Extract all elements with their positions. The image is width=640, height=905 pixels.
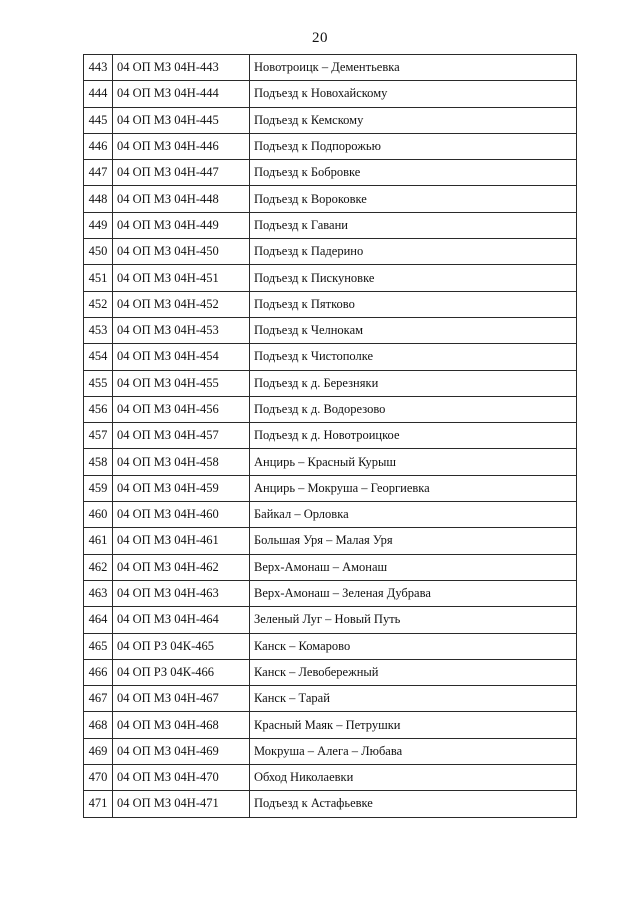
row-number-cell: 446	[84, 133, 113, 159]
row-number-cell: 458	[84, 449, 113, 475]
road-name-cell: Канск – Тарай	[250, 686, 577, 712]
row-number-cell: 454	[84, 344, 113, 370]
row-number-cell: 448	[84, 186, 113, 212]
road-code-cell: 04 ОП МЗ 04Н-454	[113, 344, 250, 370]
road-code-cell: 04 ОП МЗ 04Н-450	[113, 239, 250, 265]
road-name-cell: Новотроицк – Дементьевка	[250, 55, 577, 81]
table-row	[84, 712, 577, 738]
road-code-cell: 04 ОП МЗ 04Н-463	[113, 580, 250, 606]
row-number-cell: 449	[84, 212, 113, 238]
road-name-cell: Анцирь – Мокруша – Георгиевка	[250, 475, 577, 501]
road-name-cell: Подъезд к Кемскому	[250, 107, 577, 133]
table-row	[84, 449, 577, 475]
row-number-cell: 457	[84, 423, 113, 449]
table-row	[84, 633, 577, 659]
row-number-cell: 451	[84, 265, 113, 291]
table-row	[84, 580, 577, 606]
road-name-cell: Подъезд к Новохайскому	[250, 81, 577, 107]
table-row	[84, 554, 577, 580]
road-name-cell: Подъезд к д. Новотроицкое	[250, 423, 577, 449]
table-row	[84, 370, 577, 396]
road-code-cell: 04 ОП МЗ 04Н-443	[113, 55, 250, 81]
row-number-cell: 456	[84, 396, 113, 422]
row-number-cell: 467	[84, 686, 113, 712]
road-code-cell: 04 ОП МЗ 04Н-449	[113, 212, 250, 238]
road-name-cell: Обход Николаевки	[250, 765, 577, 791]
road-code-cell: 04 ОП МЗ 04Н-447	[113, 160, 250, 186]
road-code-cell: 04 ОП МЗ 04Н-470	[113, 765, 250, 791]
table-row	[84, 133, 577, 159]
road-name-cell: Верх-Амонаш – Зеленая Дубрава	[250, 580, 577, 606]
table-row	[84, 239, 577, 265]
road-code-cell: 04 ОП МЗ 04Н-455	[113, 370, 250, 396]
row-number-cell: 462	[84, 554, 113, 580]
road-code-cell: 04 ОП МЗ 04Н-448	[113, 186, 250, 212]
page-number: 20	[312, 30, 328, 46]
road-code-cell: 04 ОП МЗ 04Н-464	[113, 607, 250, 633]
road-name-cell: Анцирь – Красный Курыш	[250, 449, 577, 475]
road-name-cell: Подъезд к Бобровке	[250, 160, 577, 186]
road-name-cell: Мокруша – Алега – Любава	[250, 738, 577, 764]
road-name-cell: Подъезд к Подпорожью	[250, 133, 577, 159]
row-number-cell: 463	[84, 580, 113, 606]
table-row	[84, 738, 577, 764]
road-name-cell: Канск – Левобережный	[250, 659, 577, 685]
row-number-cell: 459	[84, 475, 113, 501]
roads-table-body	[84, 55, 577, 818]
road-name-cell: Подъезд к Астафьевке	[250, 791, 577, 817]
row-number-cell: 460	[84, 502, 113, 528]
table-row	[84, 160, 577, 186]
row-number-cell: 452	[84, 291, 113, 317]
row-number-cell: 443	[84, 55, 113, 81]
road-name-cell: Подъезд к Чистополке	[250, 344, 577, 370]
road-code-cell: 04 ОП МЗ 04Н-460	[113, 502, 250, 528]
road-code-cell: 04 ОП МЗ 04Н-458	[113, 449, 250, 475]
row-number-cell: 445	[84, 107, 113, 133]
roads-table	[83, 54, 577, 818]
road-code-cell: 04 ОП МЗ 04Н-468	[113, 712, 250, 738]
road-name-cell: Подъезд к д. Водорезово	[250, 396, 577, 422]
road-code-cell: 04 ОП МЗ 04Н-446	[113, 133, 250, 159]
road-code-cell: 04 ОП МЗ 04Н-456	[113, 396, 250, 422]
table-row	[84, 81, 577, 107]
row-number-cell: 465	[84, 633, 113, 659]
road-code-cell: 04 ОП МЗ 04Н-445	[113, 107, 250, 133]
table-row	[84, 502, 577, 528]
road-name-cell: Байкал – Орловка	[250, 502, 577, 528]
road-name-cell: Подъезд к д. Березняки	[250, 370, 577, 396]
road-name-cell: Верх-Амонаш – Амонаш	[250, 554, 577, 580]
road-name-cell: Подъезд к Вороковке	[250, 186, 577, 212]
table-row	[84, 765, 577, 791]
row-number-cell: 447	[84, 160, 113, 186]
road-code-cell: 04 ОП МЗ 04Н-462	[113, 554, 250, 580]
row-number-cell: 453	[84, 317, 113, 343]
row-number-cell: 470	[84, 765, 113, 791]
road-name-cell: Подъезд к Падерино	[250, 239, 577, 265]
row-number-cell: 444	[84, 81, 113, 107]
table-row	[84, 528, 577, 554]
table-row	[84, 607, 577, 633]
road-code-cell: 04 ОП РЗ 04К-466	[113, 659, 250, 685]
table-row	[84, 291, 577, 317]
road-name-cell: Подъезд к Челнокам	[250, 317, 577, 343]
table-row	[84, 791, 577, 817]
road-code-cell: 04 ОП МЗ 04Н-452	[113, 291, 250, 317]
row-number-cell: 464	[84, 607, 113, 633]
road-name-cell: Канск – Комарово	[250, 633, 577, 659]
table-row	[84, 344, 577, 370]
table-row	[84, 107, 577, 133]
table-row	[84, 659, 577, 685]
road-code-cell: 04 ОП РЗ 04К-465	[113, 633, 250, 659]
road-name-cell: Зеленый Луг – Новый Путь	[250, 607, 577, 633]
road-name-cell: Красный Маяк – Петрушки	[250, 712, 577, 738]
road-name-cell: Подъезд к Гавани	[250, 212, 577, 238]
road-name-cell: Большая Уря – Малая Уря	[250, 528, 577, 554]
road-code-cell: 04 ОП МЗ 04Н-469	[113, 738, 250, 764]
road-code-cell: 04 ОП МЗ 04Н-453	[113, 317, 250, 343]
road-name-cell: Подъезд к Пискуновке	[250, 265, 577, 291]
road-code-cell: 04 ОП МЗ 04Н-451	[113, 265, 250, 291]
table-row	[84, 186, 577, 212]
row-number-cell: 466	[84, 659, 113, 685]
road-code-cell: 04 ОП МЗ 04Н-457	[113, 423, 250, 449]
row-number-cell: 469	[84, 738, 113, 764]
table-row	[84, 55, 577, 81]
table-row	[84, 423, 577, 449]
table-row	[84, 265, 577, 291]
row-number-cell: 450	[84, 239, 113, 265]
table-row	[84, 396, 577, 422]
table-row	[84, 686, 577, 712]
row-number-cell: 468	[84, 712, 113, 738]
road-name-cell: Подъезд к Пятково	[250, 291, 577, 317]
row-number-cell: 461	[84, 528, 113, 554]
road-code-cell: 04 ОП МЗ 04Н-461	[113, 528, 250, 554]
table-row	[84, 475, 577, 501]
road-code-cell: 04 ОП МЗ 04Н-459	[113, 475, 250, 501]
road-code-cell: 04 ОП МЗ 04Н-471	[113, 791, 250, 817]
row-number-cell: 455	[84, 370, 113, 396]
road-code-cell: 04 ОП МЗ 04Н-444	[113, 81, 250, 107]
table-row	[84, 212, 577, 238]
table-row	[84, 317, 577, 343]
road-code-cell: 04 ОП МЗ 04Н-467	[113, 686, 250, 712]
row-number-cell: 471	[84, 791, 113, 817]
